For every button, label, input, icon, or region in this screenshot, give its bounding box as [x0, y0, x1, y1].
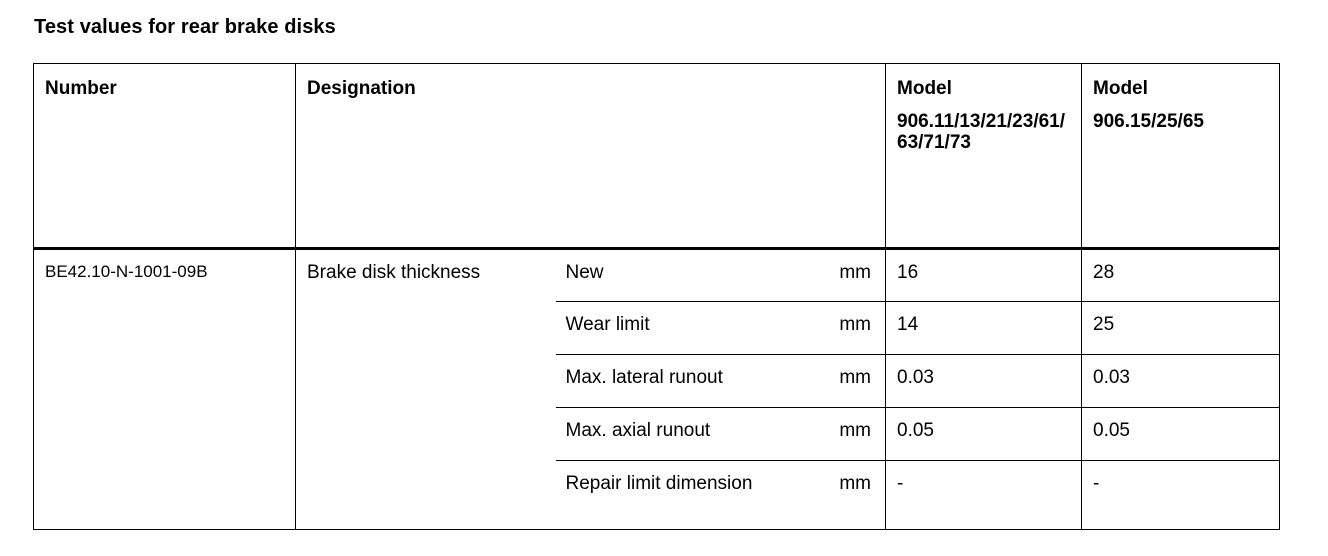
parameter-cell: New	[556, 249, 826, 302]
parameter-cell: Max. axial runout	[556, 408, 826, 461]
value-model-1-cell: -	[886, 461, 1082, 530]
header-model-1	[886, 64, 1082, 249]
value-model-1-cell: 0.05	[886, 408, 1082, 461]
value-model-1-cell: 14	[886, 302, 1082, 355]
header-number: Number	[34, 64, 296, 249]
number-cell: BE42.10-N-1001-09B	[34, 249, 296, 530]
unit-cell: mm	[826, 461, 886, 530]
parameter-cell: Max. lateral runout	[556, 355, 826, 408]
value-model-1-cell: 16	[886, 249, 1082, 302]
unit-cell: mm	[826, 408, 886, 461]
table-header-row	[34, 64, 1280, 249]
parameter-cell: Wear limit	[556, 302, 826, 355]
header-model-2	[1082, 64, 1280, 249]
header-model-1-code: 906.11/13/21/23/61/63/71/73	[897, 111, 1066, 153]
table-row	[34, 249, 1280, 302]
header-model-2-code: 906.15/25/65	[1093, 111, 1204, 132]
unit-cell: mm	[826, 355, 886, 408]
unit-cell: mm	[826, 249, 886, 302]
parameter-cell: Repair limit dimension	[556, 461, 826, 530]
value-model-2-cell: 25	[1082, 302, 1280, 355]
value-model-2-cell: 0.03	[1082, 355, 1280, 408]
header-model-1-label: Model	[897, 78, 952, 99]
designation-cell: Brake disk thickness	[296, 249, 556, 530]
unit-cell: mm	[826, 302, 886, 355]
header-model-2-label: Model	[1093, 78, 1148, 99]
page-title: Test values for rear brake disks	[34, 16, 336, 38]
value-model-1-cell: 0.03	[886, 355, 1082, 408]
value-model-2-cell: 0.05	[1082, 408, 1280, 461]
value-model-2-cell: 28	[1082, 249, 1280, 302]
header-designation: Designation	[296, 64, 886, 249]
test-values-table	[33, 63, 1280, 530]
value-model-2-cell: -	[1082, 461, 1280, 530]
